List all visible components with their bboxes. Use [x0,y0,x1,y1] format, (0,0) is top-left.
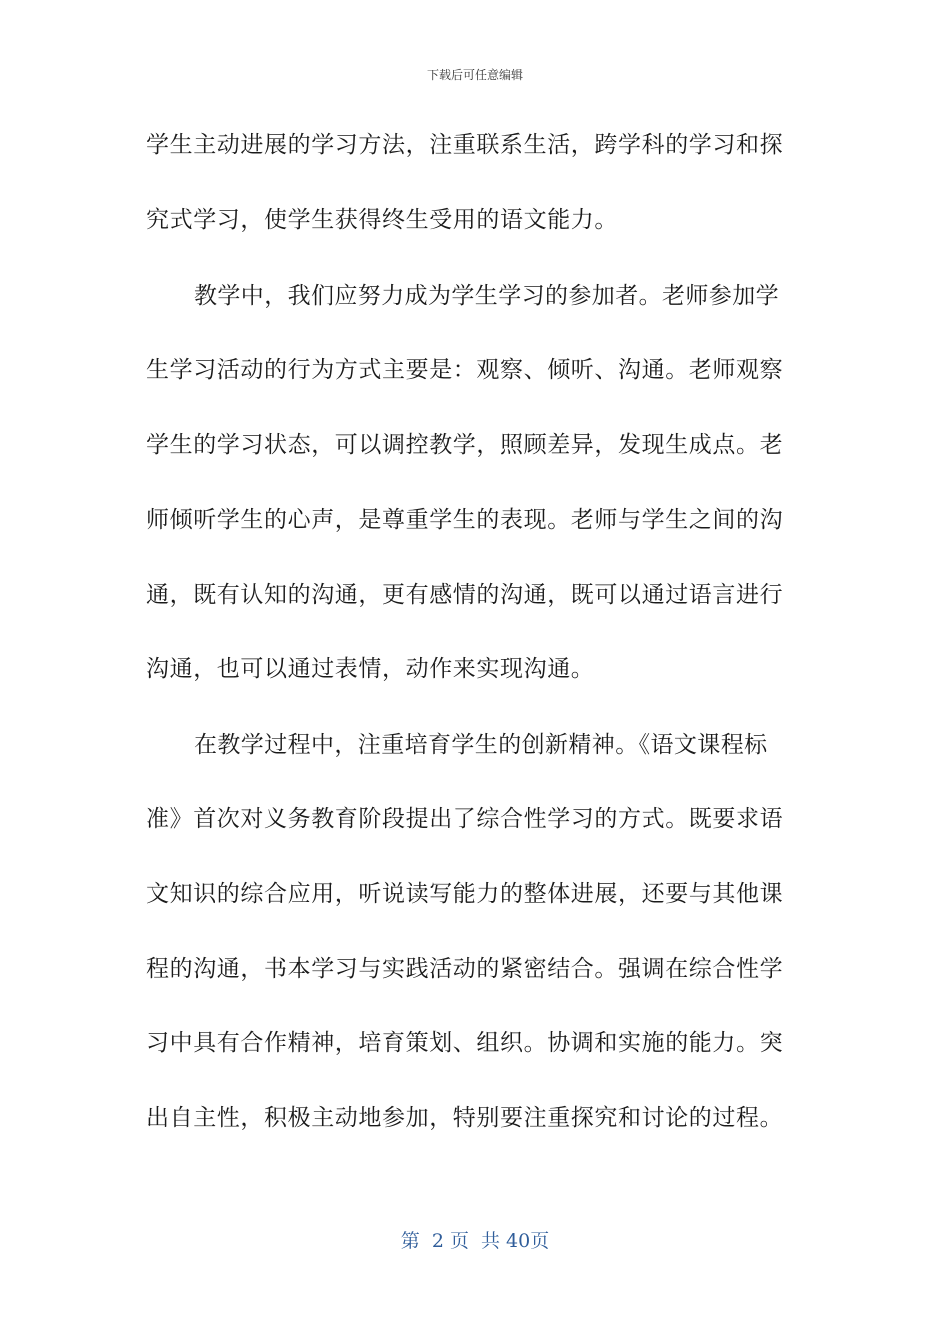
text-line: 生学习活动的行为方式主要是：观察、倾听、沟通。老师观察 [146,357,784,383]
text-line: 文知识的综合应用，听说读写能力的整体进展，还要与其他课 [146,881,784,907]
paragraph-first-line: 教学中，我们应努力成为学生学习的参加者。老师参加学 [194,283,779,309]
paragraph-first-line: 在教学过程中，注重培育学生的创新精神。《语文课程标 [194,732,768,758]
text-line: 通，既有认知的沟通，更有感情的沟通，既可以通过语言进行 [146,582,784,608]
page-header-note: 下载后可任意编辑 [426,68,523,82]
text-line: 学生主动进展的学习方法，注重联系生活，跨学科的学习和探 [146,132,784,158]
text-line: 学生的学习状态，可以调控教学，照顾差异，发现生成点。老 [146,432,784,458]
text-line: 沟通，也可以通过表情，动作来实现沟通。 [146,656,595,682]
text-line: 究式学习，使学生获得终生受用的语文能力。 [146,207,618,233]
text-line: 习中具有合作精神，培育策划、组织。协调和实施的能力。突 [146,1030,784,1056]
page-number-footer: 第 2 页 共 40页 [400,1230,550,1252]
text-line: 出自主性，积极主动地参加，特别要注重探究和讨论的过程。 [146,1105,784,1131]
text-line: 程的沟通，书本学习与实践活动的紧密结合。强调在综合性学 [146,956,784,982]
text-line: 师倾听学生的心声，是尊重学生的表现。老师与学生之间的沟 [146,507,784,533]
text-line: 准》首次对义务教育阶段提出了综合性学习的方式。既要求语 [146,806,784,832]
